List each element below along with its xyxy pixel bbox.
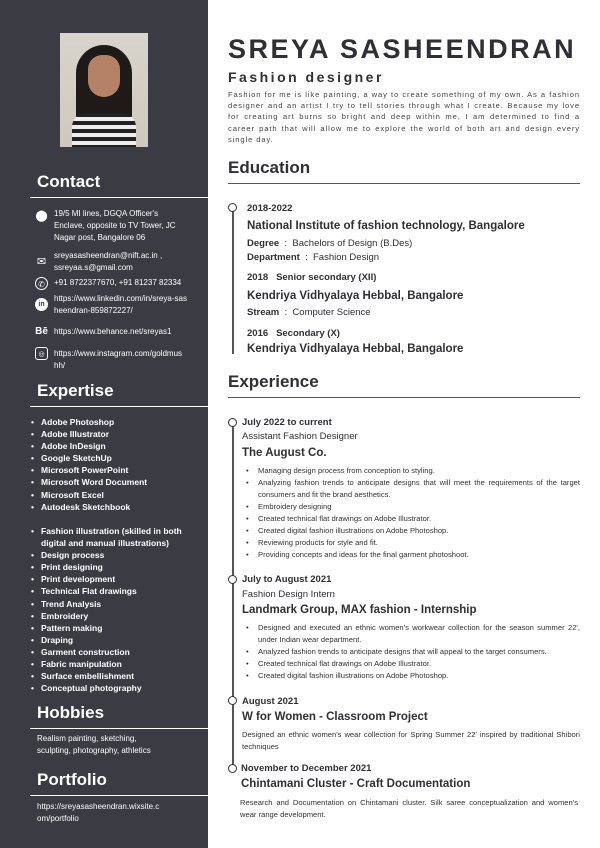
skill-item: • Garment construction	[41, 646, 196, 658]
portfolio-link[interactable]: https://sreyasasheendran.wixsite.com/portfolio	[37, 802, 160, 823]
skill-item: • Trend Analysis	[41, 598, 196, 610]
timeline-dot	[228, 575, 237, 584]
exp-date: July 2022 to current	[242, 417, 332, 428]
exp-bullet: • Analyzing fashion trends to anticipate designs that will meet the requirements of the target consumers and fit the brand aesthetics.	[244, 477, 580, 501]
divider	[30, 197, 208, 198]
exp-bullet: • Created technical flat drawings on Adobe Illustrator.	[244, 513, 580, 525]
job-title: Fashion designer	[228, 69, 384, 85]
exp-bullet: • Embroidery designing	[244, 501, 580, 513]
exp-bullet: • Providing concepts and ideas for the final garment photoshoot.	[244, 549, 580, 561]
exp-bullet: • Created digital fashion illustrations on Adobe Photoshop.	[244, 525, 580, 537]
software-item: • Google SketchUp	[41, 452, 147, 464]
software-item: • Microsoft Excel	[41, 489, 147, 501]
timeline-dot	[228, 764, 237, 773]
edu-school: Kendriya Vidhyalaya Hebbal, Bangalore	[247, 343, 464, 355]
instagram-icon: ◎	[35, 347, 48, 360]
skill-item: • Technical Flat drawings	[41, 585, 196, 597]
hobbies-heading: Hobbies	[37, 703, 105, 722]
skill-item: • Surface embellishment	[41, 670, 196, 682]
stream-value: Computer Science	[292, 307, 371, 318]
exp-org: Landmark Group, MAX fashion - Internship	[242, 604, 477, 616]
behance-link[interactable]: https://www.behance.net/sreyas1	[54, 327, 172, 336]
contact-heading: Contact	[37, 172, 101, 191]
software-item: • Adobe Illustrator	[41, 428, 147, 440]
exp-bullet: • Designed and executed an ethnic women's workwear collection for the season summer 22', under Indian wear department.	[244, 622, 580, 646]
stream-label: Stream	[247, 307, 280, 318]
skill-item: • Pattern making	[41, 622, 196, 634]
skill-item: • Fashion illustration (skilled in both digital and manual illustrations)	[41, 525, 196, 549]
software-item: • Microsoft Word Document	[41, 476, 147, 488]
instagram-link[interactable]: https://www.instagram.com/goldmushh/	[54, 349, 183, 370]
exp-bullet: • Analyzed fashion trends to anticipate designs that will appeal to the target consumers.	[244, 646, 580, 658]
exp-bullet: • Reviewing products for style and fit.	[244, 537, 580, 549]
exp-title: Fashion Design Intern	[242, 589, 335, 600]
software-item: • Adobe InDesign	[41, 440, 147, 452]
skill-item: • Design process	[41, 549, 196, 561]
edu-year: 2018-2022	[247, 203, 293, 214]
timeline-dot	[228, 418, 237, 427]
behance-icon: Bē	[35, 326, 48, 337]
software-item: • Autodesk Sketchbook	[41, 501, 147, 513]
skill-item: • Conceptual photography	[41, 682, 196, 694]
expertise-heading: Expertise	[37, 381, 114, 400]
mail-icon: ✉	[36, 256, 47, 268]
exp-date: July to August 2021	[242, 574, 332, 585]
skill-item: • Draping	[41, 634, 196, 646]
divider	[30, 795, 208, 796]
divider	[30, 406, 208, 407]
experience-heading: Experience	[228, 372, 319, 391]
edu-year: 2018	[247, 272, 269, 283]
divider	[228, 183, 580, 184]
divider	[228, 397, 580, 398]
degree-label: Degree	[247, 238, 280, 249]
exp-description: Designed an ethnic women's wear collection for Spring Summer 22' inspired by traditional Shibori techniques	[242, 730, 580, 751]
degree-value: Bachelors of Design (B.Des)	[292, 238, 413, 249]
dept-label: Department	[247, 252, 300, 263]
edu-school: Kendriya Vidhyalaya Hebbal, Bangalore	[247, 290, 464, 302]
exp-org: W for Women - Classroom Project	[242, 711, 428, 723]
timeline-dot	[228, 696, 237, 705]
edu-school: National Institute of fashion technology, Bangalore	[247, 220, 525, 232]
exp-bullet: • Managing design process from conception to styling.	[244, 465, 580, 477]
address: 19/5 MI lines, DGQA Officer's Enclave, opposite to TV Tower, JC Nagar post, Bangalore 06	[54, 209, 176, 242]
software-item: • Microsoft PowerPoint	[41, 464, 147, 476]
software-item: • Adobe Photoshop	[41, 416, 147, 428]
timeline-line	[232, 204, 234, 354]
profile-photo	[60, 33, 148, 147]
education-heading: Education	[228, 158, 311, 177]
exp-description: Research and Documentation on Chintamani cluster. Silk saree conceptualization and women's wear range development.	[240, 798, 578, 819]
exp-date: November to December 2021	[241, 763, 372, 774]
exp-bullet: • Created digital fashion illustrations on Adobe Photoshop.	[244, 670, 580, 682]
exp-org: Chintamani Cluster - Craft Documentation	[241, 778, 471, 790]
email-secondary: ssreyaa.s@gmail.com	[54, 263, 133, 272]
skill-item: • Fabric manipulation	[41, 658, 196, 670]
exp-org: The August Co.	[242, 447, 327, 459]
full-name: SREYA SASHEENDRAN	[228, 34, 577, 64]
email-primary: sreyasasheendran@nift.ac.in ,	[54, 251, 163, 260]
linkedin-icon: in	[35, 298, 48, 311]
dept-value: Fashion Design	[313, 252, 380, 263]
phone: +91 8722377670, +91 81237 82334	[54, 278, 182, 287]
exp-title: Assistant Fashion Designer	[242, 431, 358, 442]
timeline-dot	[228, 203, 237, 212]
exp-date: August 2021	[242, 696, 299, 707]
linkedin-link[interactable]: https://www.linkedin.com/in/sreya-sasheendran-859872227/	[54, 294, 187, 315]
divider	[30, 728, 208, 729]
sidebar	[0, 0, 208, 848]
skill-item: • Print development	[41, 573, 196, 585]
exp-bullet: • Created technical flat drawings on Adobe Illustrator.	[244, 658, 580, 670]
timeline-line	[232, 418, 234, 770]
location-pin-icon: ⬤	[35, 210, 48, 222]
edu-level: Senior secondary (XII)	[276, 272, 377, 283]
about-text: Fashion for me is like painting, a way to create something of my own. As a fashion designer and an artist I try to tell stories through what I create. Because my love for creating art burns so bright and deep within me, I am determined to find a career path that will allow me to explore the world of both art and design every single day.	[228, 90, 580, 144]
skill-item: • Embroidery	[41, 610, 196, 622]
edu-year: 2016	[247, 328, 269, 339]
skill-item: • Print designing	[41, 561, 196, 573]
edu-level: Secondary (X)	[276, 328, 340, 339]
hobbies-text: Realism painting, sketching, sculpting, photography, athletics	[37, 734, 151, 755]
portfolio-heading: Portfolio	[37, 770, 107, 789]
phone-icon: ✆	[35, 277, 48, 290]
